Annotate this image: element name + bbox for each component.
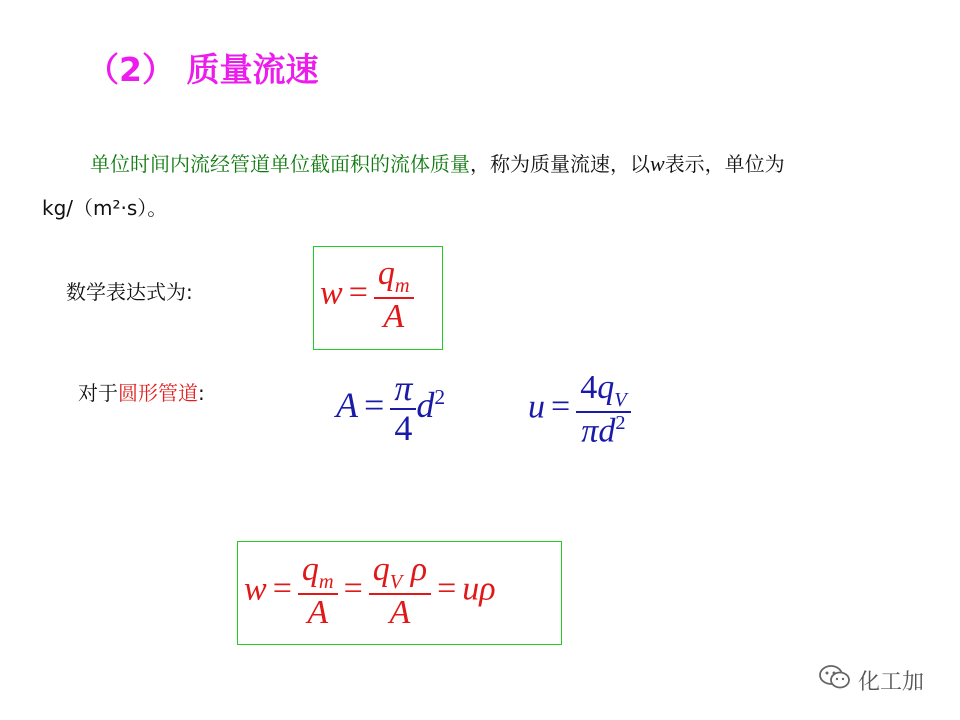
wechat-icon: [818, 664, 852, 696]
formula-summary: w = $\frac{q_m}{A}$ = $\frac{q_V \rho}{A}$ = uρ: [244, 551, 496, 632]
formula-velocity: u = $\frac{4q_V}{\pi d^2}$: [528, 370, 631, 449]
definition-unit: kg/（m²·s）。: [42, 196, 168, 220]
watermark-text: 化工加: [858, 669, 925, 695]
page-title: （2） 质量流速: [86, 50, 319, 89]
definition-highlight: 单位时间内流经管道单位截面积的流体质量: [90, 152, 470, 176]
definition-after: 表示，单位为: [664, 152, 785, 176]
circular-suffix: :: [198, 381, 205, 405]
definition-paragraph: [42, 142, 926, 230]
formula-area: A = $\frac{\pi}{4}$ $d^2$: [336, 368, 446, 448]
circular-prefix: 对于: [78, 381, 118, 405]
definition-mid: ，称为质量流速，以: [470, 152, 650, 176]
definition-symbol: w: [650, 151, 665, 176]
watermark: [818, 664, 924, 696]
circular-red: 圆形管道: [118, 381, 198, 405]
circular-pipe-label: [78, 377, 205, 406]
formula-mass-velocity: w = $\frac{q_m}{A}$: [320, 256, 414, 335]
expression-label: 数学表达式为:: [66, 280, 193, 304]
